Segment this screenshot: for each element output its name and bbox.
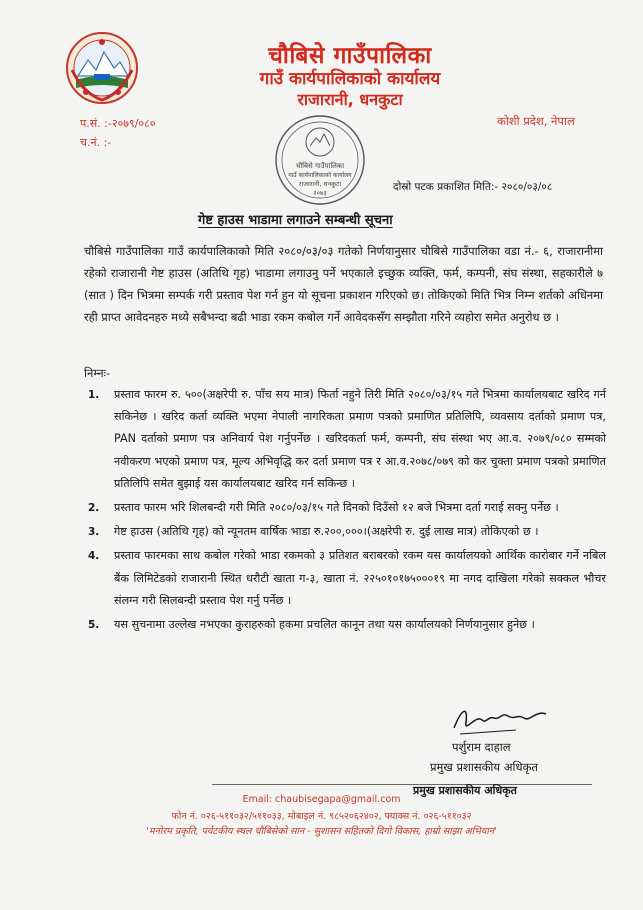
- condition-number: 4.: [88, 550, 100, 563]
- footer-divider: [212, 784, 592, 785]
- municipality-emblem-icon: [64, 30, 140, 106]
- condition-text: प्रस्ताव फारम रु. ५००(अक्षरेपी रु. पाँच सय मात्र) फिर्ता नहुने तिरी मिति २०८०/०३/१५ गते भित्रमा कार्यालयबाट खरिद गर्न सकिनेछ । खरिद कर्ता व्यक्ति भएमा नेपाली नागरिकता प्रमाण पत्रको प्रमाणित प्रतिलिपि, व्यवसाय दर्ताको प्रमाण पत्र, PAN दर्ताको प्रमाण पत्र अनिवार्य पेश गर्नुपर्नेछ । खरिदकर्ता फर्म, कम्पनी, संघ संस्था भए आ.व. २०७९/०८० सम्मको नवीकरण भएको प्रमाण पत्र, मूल्य अभिवृद्धि कर दर्ता प्रमाण पत्र र आ.व.२०७८/०७९ को कर चुक्ता प्रमाण पत्रको प्रमाणित प्रतिलिपि समेत बुझाई यस कार्यालयबाट खरिद गर्न सकिन्छ ।: [114, 388, 606, 490]
- conditions-list: [84, 384, 606, 638]
- notice-subject: गेष्ट हाउस भाडामा लगाउने सम्बन्धी सूचना: [198, 213, 393, 228]
- condition-item: [84, 545, 606, 612]
- municipality-title: चौबिसे गाउँपालिका: [268, 43, 432, 69]
- condition-item: [84, 614, 606, 636]
- office-subtitle: गाउँ कार्यपालिकाको कार्यालय: [259, 69, 441, 89]
- notice-body: चौबिसे गाउँपालिका गाउँ कार्यपालिकाको मिति २०८०/०३/०३ गतेको निर्णयानुसार चौबिसे गाउँपालिका वडा नं.- ६, राजारानीमा रहेको राजारानी गेष्ट हाउस (अतिथि गृह) भाडामा लगाउनु पर्ने भएकाले इच्छुक व्यक्ति, फर्म, कम्पनी, संघ संस्था, सहकारीले ७ (सात ) दिन भित्रमा सम्पर्क गरी प्रस्ताव पेश गर्न हुन यो सूचना प्रकाशन गरिएको छ। तोकिएको मिति भित्र निम्न शर्तको अधिनमा रही प्राप्त आवेदनहरु मध्ये सबैभन्दा बढी भाडा रकम कबोल गर्ने आवेदकसँग सम्झौता गरिने व्यहोरा समेत अनुरोध छ ।: [84, 244, 603, 324]
- condition-text: यस सुचनामा उल्लेख नभएका कुराहरुको हकमा प्रचलित कानून तथा यस कार्यालयको निर्णयानुसार हुनेछ ।: [114, 618, 535, 632]
- designation-stamp: प्रमुख प्रशासकीय अधिकृत: [413, 784, 517, 797]
- dispatch-number: च.नं. :-: [80, 136, 112, 149]
- publish-date: दोस्रो पटक प्रकाशित मिति:- २०८०/०३/०८: [393, 181, 553, 193]
- footer-slogan: 'मनोरम प्रकृति, पर्यटकीय स्थल चौबिसेको सान - सुशासन सहितको दिगो विकास, हाम्रो साझा अभियान': [146, 826, 497, 837]
- seal-line-4: २०७३: [313, 189, 327, 197]
- signature-icon: [446, 700, 556, 740]
- seal-line-3: राजारानी, धनकुटा: [298, 180, 342, 188]
- condition-text: प्रस्ताव फारम भरि शिलबन्दी गरी मिति २०८०/०३/१५ गते दिनको दिउँसो १२ बजे भित्रमा दर्ता गराई सक्नु पर्नेछ ।: [114, 501, 559, 515]
- seal-line-2: गाउँ कार्यपालिकाको कार्यालय: [288, 172, 352, 179]
- footer-email: Email: chaubisegapa@gmail.com: [242, 794, 401, 805]
- province-label: कोशी प्रदेश, नेपाल: [497, 114, 575, 128]
- seal-line-1: चौबिसे गाउँपालिका: [295, 162, 345, 170]
- office-location: राजारानी, धनकुटा: [297, 90, 403, 109]
- condition-text: प्रस्ताव फारमका साथ कबोल गरेको भाडा रकमको ३ प्रतिशत बराबरको रकम यस कार्यालयको आर्थिक कारोबार गर्ने नबिल बैंक लिमिटेडको राजारानी स्थित धरौटी खाता ग-३, खाता नं. २२५०१०१७५०००१९ मा नगद दाखिला गरेको सक्कल भौचर संलग्न गरी सिलबन्दी प्रस्ताव पेश गर्नु पर्नेछ ।: [114, 549, 606, 607]
- condition-item: [84, 521, 606, 543]
- condition-number: 3.: [88, 526, 100, 539]
- conditions-heading: निम्नः-: [84, 366, 111, 380]
- condition-item: [84, 384, 606, 495]
- condition-number: 1.: [88, 389, 100, 401]
- office-seal-icon: [272, 112, 368, 208]
- condition-number: 2.: [88, 502, 100, 515]
- condition-item: [84, 497, 606, 519]
- signatory-title: प्रमुख प्रशासकीय अधिकृत: [430, 760, 538, 774]
- signatory-name: पर्शुराम दाहाल: [452, 740, 511, 754]
- letter-number: प.सं. :-२०७९/०८०: [80, 117, 156, 130]
- condition-text: गेष्ट हाउस (अतिथि गृह) को न्यूनतम वार्षिक भाडा रु.२००,०००।(अक्षरेपी रु. दुई लाख मात्र) तोकिएको छ ।: [114, 525, 539, 539]
- footer-phone: फोन नं. ०२६-५११०३२/५११०३३, मोबाइल नं. ९८५२०६२४०२, फ्याक्स नं. ०२६-५११०३२: [171, 811, 472, 822]
- condition-number: 5.: [88, 619, 100, 632]
